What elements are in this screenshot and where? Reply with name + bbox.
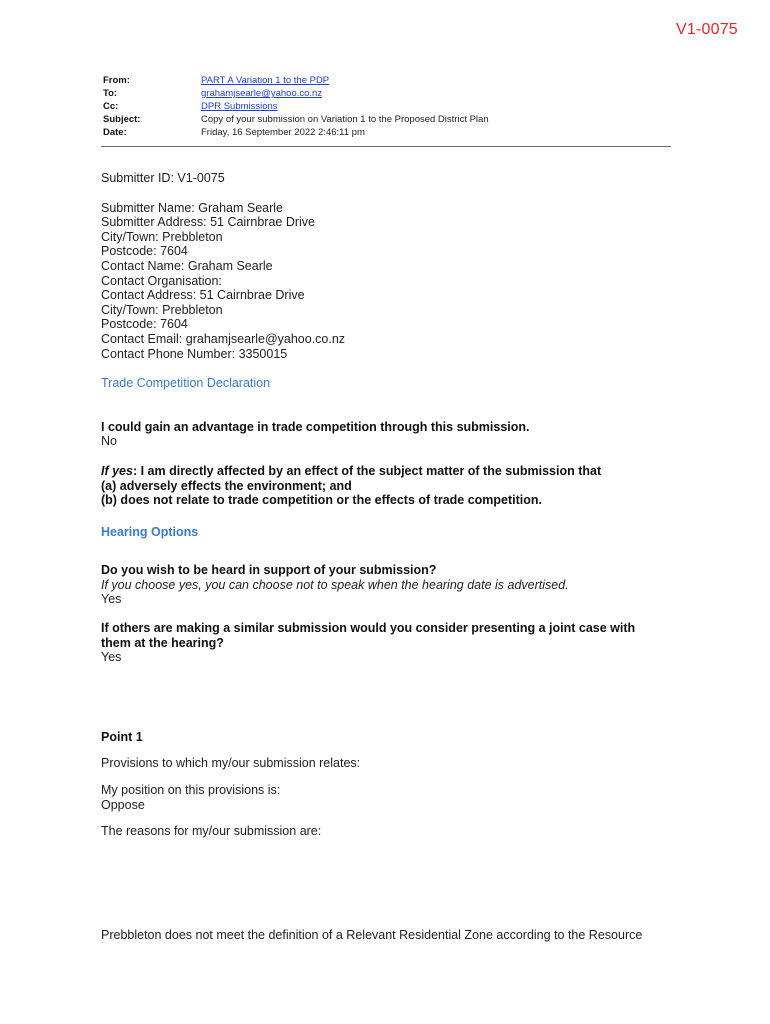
subject-row: [103, 113, 671, 126]
trade-if-yes: [101, 464, 661, 479]
submitter-city: City/Town: Prebbleton: [101, 229, 223, 244]
if-yes-label: If yes: [101, 463, 133, 478]
submitter-address: Submitter Address: 51 Cairnbrae Drive: [101, 215, 315, 230]
trade-question: I could gain an advantage in trade competition through this submission.: [101, 419, 530, 434]
provisions-label: Provisions to which my/our submission relates:: [101, 756, 361, 771]
trade-heading: Trade Competition Declaration: [101, 376, 271, 391]
from-link[interactable]: PART A Variation 1 to the PDP: [201, 75, 330, 86]
contact-email: Contact Email: grahamjsearle@yahoo.co.nz: [101, 331, 346, 346]
subject-label: Subject:: [103, 114, 141, 125]
cc-link[interactable]: DPR Submissions: [201, 101, 278, 112]
contact-name: Contact Name: Graham Searle: [101, 258, 273, 273]
hearing-question-1: Do you wish to be heard in support of your submission?: [101, 563, 437, 578]
if-yes-text: : I am directly affected by an effect of the subject matter of the submission that: [132, 463, 602, 478]
document-id: V1-0075: [676, 21, 738, 38]
date-value: Friday, 16 September 2022 2:46:11 pm: [201, 127, 365, 138]
submitter-postcode: Postcode: 7604: [101, 244, 188, 259]
contact-city: City/Town: Prebbleton: [101, 302, 223, 317]
hearing-note-1: If you choose yes, you can choose not to speak when the hearing date is advertised.: [101, 577, 569, 592]
contact-organisation: Contact Organisation:: [101, 273, 222, 288]
submitter-name: Submitter Name: Graham Searle: [101, 200, 284, 215]
trade-answer: No: [101, 434, 117, 449]
date-label: Date:: [103, 127, 127, 138]
cc-label: Cc:: [103, 101, 119, 112]
email-body: [101, 171, 661, 942]
hearing-answer-1: Yes: [101, 592, 122, 607]
hearing-answer-2: Yes: [101, 650, 122, 665]
contact-phone: Contact Phone Number: 3350015: [101, 346, 288, 361]
from-label: From:: [103, 75, 130, 86]
to-link[interactable]: grahamjsearle@yahoo.co.nz: [201, 88, 323, 99]
position-value: Oppose: [101, 797, 145, 812]
header-divider: [101, 146, 671, 147]
to-label: To:: [103, 88, 118, 99]
email-header: [103, 74, 671, 139]
to-row: [103, 87, 671, 100]
trade-line-b: (b) does not relate to trade competition or the effects of trade competition.: [101, 493, 543, 508]
hearing-heading: Hearing Options: [101, 524, 199, 539]
subject-value: Copy of your submission on Variation 1 to the Proposed District Plan: [201, 114, 489, 125]
hearing-question-2: If others are making a similar submission would you consider presenting a joint case with them at the hearing?: [101, 621, 636, 650]
trade-line-a: (a) adversely effects the environment; and: [101, 478, 352, 493]
position-label: My position on this provisions is:: [101, 783, 281, 798]
point-title: Point 1: [101, 729, 143, 744]
reasons-label: The reasons for my/our submission are:: [101, 824, 322, 839]
from-row: [103, 74, 671, 87]
contact-address: Contact Address: 51 Cairnbrae Drive: [101, 288, 305, 303]
date-row: [103, 126, 671, 139]
cc-row: [103, 100, 671, 113]
reason-text: Prebbleton does not meet the definition of a Relevant Residential Zone according to the Resource: [101, 927, 643, 942]
contact-postcode: Postcode: 7604: [101, 317, 188, 332]
submitter-details: [101, 201, 661, 362]
submitter-id: Submitter ID: V1-0075: [101, 171, 225, 185]
